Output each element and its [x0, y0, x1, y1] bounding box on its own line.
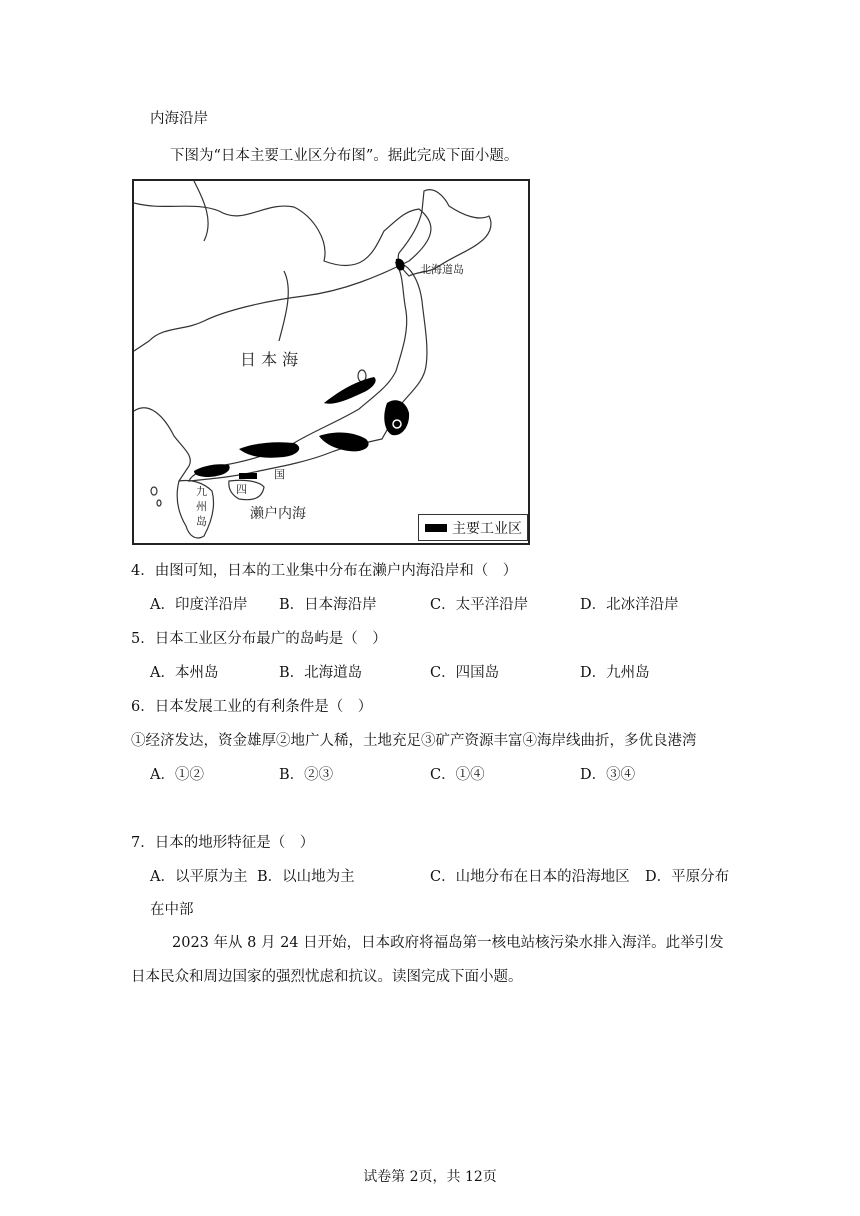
question-7-option-d[interactable]: D．平原分布 [645, 869, 730, 885]
label-seto: 濑户内海 [250, 506, 306, 522]
industry-tokyo [384, 400, 409, 435]
question-6-option-a[interactable]: A．①② [150, 767, 204, 783]
page-footer: 试卷第 2页，共 12页 [363, 1169, 497, 1185]
question-7-stem: 7．日本的地形特征是（ ） [131, 835, 315, 851]
map-intro: 下图为“日本主要工业区分布图”。据此完成下面小题。 [170, 148, 519, 164]
label-kyushu-1: 九 [196, 485, 207, 498]
interior-border-1 [194, 181, 208, 241]
question-4-stem: 4．由图可知，日本的工业集中分布在濑户内海沿岸和（ ） [131, 563, 518, 579]
legend-swatch [425, 524, 447, 532]
industry-nw-coast [324, 377, 376, 404]
question-5-option-b[interactable]: B．北海道岛 [279, 665, 363, 681]
question-4-option-a[interactable]: A．印度洋沿岸 [150, 597, 248, 613]
korea-coast [134, 408, 190, 481]
japan-industry-map [132, 179, 530, 545]
question-7-option-c[interactable]: C．山地分布在日本的沿海地区 [430, 869, 630, 885]
question-7-option-a[interactable]: A．以平原为主 [150, 869, 248, 885]
question-4-option-c[interactable]: C．太平洋沿岸 [430, 597, 529, 613]
question-5-stem: 5．日本工业区分布最广的岛屿是（ ） [131, 631, 387, 647]
industry-north [396, 259, 405, 271]
label-shikoku: 四 [236, 483, 247, 496]
question-4-option-b[interactable]: B．日本海沿岸 [279, 597, 377, 613]
question-6-option-b[interactable]: B．②③ [279, 767, 334, 783]
map-legend [418, 514, 528, 541]
intro-tail: 内海沿岸 [150, 111, 208, 127]
label-hokkaido: 北海道岛 [420, 263, 464, 276]
industry-setouchi-2 [194, 464, 230, 477]
industry-setouchi-1 [239, 442, 299, 457]
interior-border-2 [279, 271, 288, 341]
question-4-option-d[interactable]: D．北冰洋沿岸 [580, 597, 679, 613]
industry-pacific-belt [319, 433, 369, 452]
label-kyushu-3: 岛 [196, 515, 207, 528]
question-7-option-b[interactable]: B．以山地为主 [257, 869, 355, 885]
label-kyushu-2: 州 [196, 500, 207, 513]
question-6-stem: 6．日本发展工业的有利条件是（ ） [131, 699, 373, 715]
label-shikoku-2: 国 [274, 468, 285, 481]
legend-text: 主要工业区 [452, 521, 522, 537]
map-graphic [134, 181, 530, 545]
label-sea: 日 本 海 [240, 350, 299, 369]
question-5-option-a[interactable]: A．本州岛 [150, 665, 219, 681]
question-6-option-d[interactable]: D．③④ [580, 767, 636, 783]
passage-line-2: 日本民众和周边国家的强烈忧虑和抗议。读图完成下面小题。 [131, 969, 523, 985]
question-7-option-d-wrap: 在中部 [150, 902, 194, 918]
question-5-option-c[interactable]: C．四国岛 [430, 665, 500, 681]
question-6-statement: ①经济发达，资金雄厚②地广人稀，土地充足③矿产资源丰富④海岸线曲折，多优良港湾 [131, 733, 697, 749]
passage-line-1: 2023 年从 8 月 24 日开始，日本政府将福岛第一核电站核污染水排入海洋。此举引发 [172, 935, 724, 951]
question-5-option-d[interactable]: D．九州岛 [580, 665, 650, 681]
question-6-option-c[interactable]: C．①④ [430, 767, 485, 783]
